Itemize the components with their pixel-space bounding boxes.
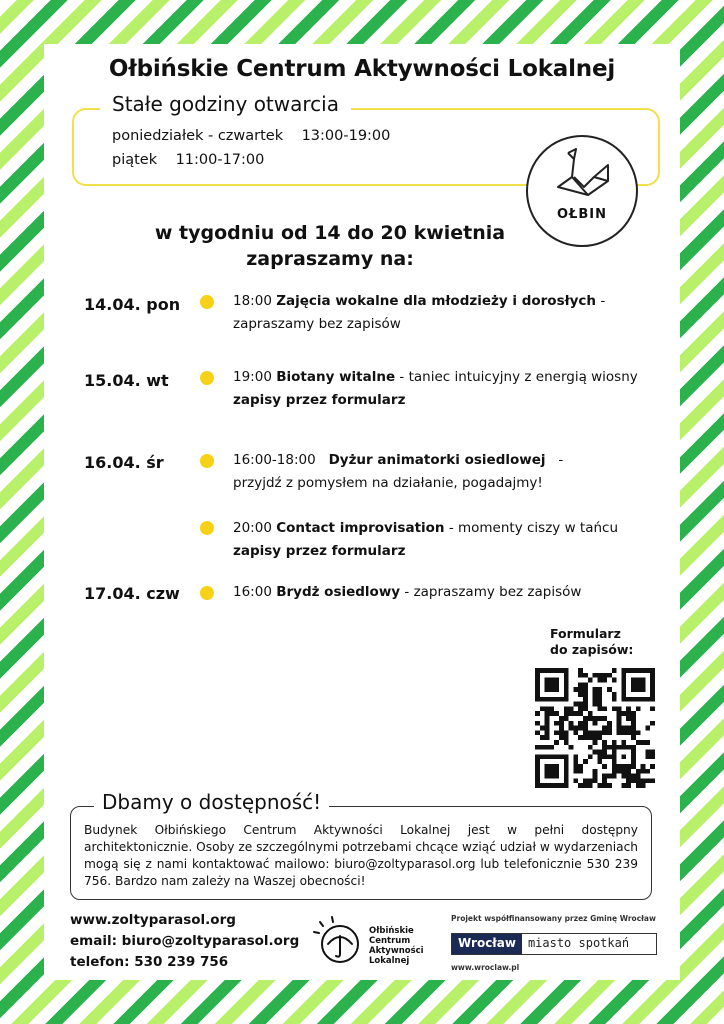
week-heading-1: w tygodniu od 14 do 20 kwietnia: [154, 222, 506, 244]
org-name-line: Ołbińskie: [369, 926, 414, 936]
event-name: Zajęcia wokalne dla młodzieży i dorosłych: [276, 293, 597, 309]
event-time: 19:00: [233, 369, 272, 385]
event-note: zapraszamy bez zapisów: [233, 316, 401, 332]
event-note: przyjdź z pomysłem na działanie, pogadajmy!: [233, 475, 543, 491]
event-time: 18:00: [233, 293, 272, 309]
event-name: Dyżur animatorki osiedlowej: [328, 452, 546, 468]
hours-heading: Stałe godziny otwarcia: [100, 92, 351, 116]
event-item: [233, 449, 653, 495]
qr-code-icon[interactable]: [535, 668, 655, 788]
page-title: Ołbińskie Centrum Aktywności Lokalnej: [108, 56, 616, 82]
event-name: Contact improvisation: [276, 520, 445, 536]
event-desc: - momenty ciszy w tańcu: [444, 520, 619, 536]
event-time: 16:00-18:00: [233, 452, 316, 468]
hours-line-1: [112, 128, 390, 144]
accessibility-text: Budynek Ołbińskiego Centrum Aktywności Lokalnej jest w pełni dostępny architektonicznie. Osoby ze szczególnymi potrzebami chcące wziąć udział w wydarzeniach mogą się z nami kontaktować mailowo: biuro@zoltyparasol.org lub telefonicznie 530 239 756. Bardzo nam zależy na Waszej obecności!: [84, 823, 639, 888]
event-name: Brydż osiedlowy: [276, 584, 401, 600]
accessibility-heading: Dbamy o dostępność!: [94, 790, 329, 814]
bullet-dot: [200, 454, 214, 468]
day-label: 16.04. śr: [84, 453, 164, 472]
bullet-dot: [200, 586, 214, 600]
week-heading-2: zapraszamy na:: [246, 248, 414, 270]
event-time: 20:00: [233, 520, 272, 536]
website-link[interactable]: www.zoltyparasol.org: [70, 912, 236, 928]
qr-label: [550, 626, 633, 658]
qr-label-line: Formularz: [550, 626, 621, 641]
wroclaw-url[interactable]: www.wroclaw.pl: [451, 963, 520, 972]
day-label: 14.04. pon: [84, 295, 181, 314]
event-item: [233, 290, 653, 336]
hours-days: poniedziałek - czwartek: [112, 128, 284, 144]
event-item: [233, 366, 653, 412]
phone-text: telefon: 530 239 756: [70, 954, 229, 970]
event-item: [233, 581, 653, 604]
qr-label-line: do zapisów:: [550, 642, 634, 657]
org-name-line: Centrum: [369, 936, 411, 946]
poster: [44, 44, 680, 980]
event-name: Biotany witalne: [276, 369, 396, 385]
umbrella-icon: [310, 914, 366, 966]
bullet-dot: [200, 295, 214, 309]
wroclaw-slogan: miasto spotkań: [527, 936, 630, 950]
bullet-dot: [200, 521, 214, 535]
wroclaw-name: Wrocław: [452, 934, 522, 954]
org-name-line: Aktywności: [369, 946, 424, 956]
day-label: 17.04. czw: [84, 584, 180, 603]
event-desc: -: [554, 452, 564, 468]
swan-icon: [528, 137, 636, 207]
hours-time: 11:00-17:00: [175, 152, 265, 168]
wroclaw-logo: [451, 933, 657, 955]
day-label: 15.04. wt: [84, 371, 169, 390]
event-time: 16:00: [233, 584, 272, 600]
event-signup: zapisy przez formularz: [233, 392, 406, 408]
event-desc: - zapraszamy bez zapisów: [400, 584, 582, 600]
footer-org-name: [369, 926, 424, 966]
hours-line-2: [112, 152, 264, 168]
hours-days: piątek: [112, 152, 158, 168]
project-note: Projekt współfinansowany przez Gminę Wrocław: [451, 914, 656, 923]
hours-time: 13:00-19:00: [301, 128, 391, 144]
bullet-dot: [200, 371, 214, 385]
event-desc: - taniec intuicyjny z energią wiosny: [395, 369, 638, 385]
event-signup: zapisy przez formularz: [233, 543, 406, 559]
logo-label: OŁBIN: [556, 207, 608, 222]
event-desc: -: [596, 293, 606, 309]
event-item: [233, 517, 653, 563]
org-name-line: Lokalnej: [369, 956, 410, 966]
email-link[interactable]: email: biuro@zoltyparasol.org: [70, 933, 300, 949]
